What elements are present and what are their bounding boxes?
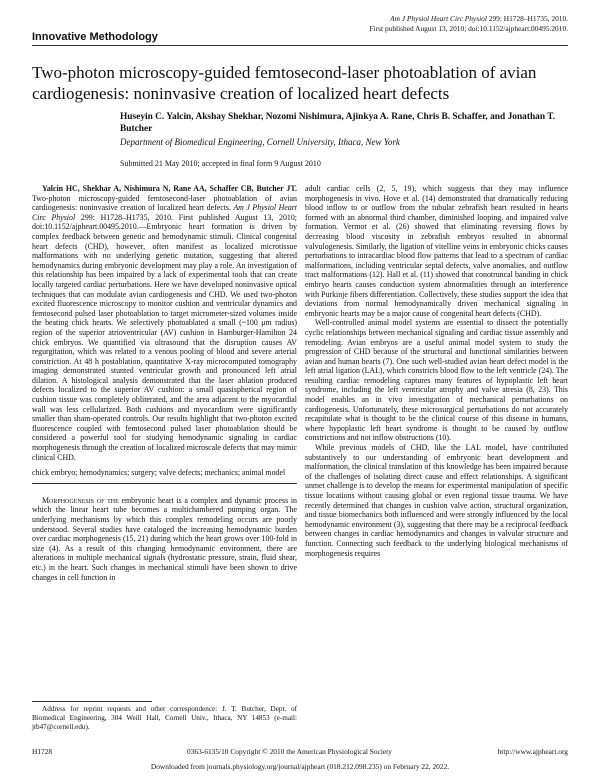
download-notice: Downloaded from journals.physiology.org/journal/ajpheart (018.212.098.235) on February 22, 2022. — [150, 762, 450, 771]
journal-name: Am J Physiol Heart Circ Physiol — [390, 14, 487, 23]
copyright-line: 0363-6135/10 Copyright © 2010 the American Physiological Society — [187, 747, 392, 756]
first-published: First published August 13, 2010; doi:10.1152/ajpheart.00495.2010. — [369, 24, 568, 33]
intro-text: embryonic heart is a complex and dynamic process in which the linear heart tube becomes a multichambered pumping organ. The underlying mechanisms by which this complex remodeling occurs are poorly understood. Several studies have cataloged the increasing hemodynamic burden over cardiac morphogenesis (15, 21) during which the heart grows over 100-fold in size (4). As a result of this changing hemodynamic environment, there are alterations in multiple mechanical signals (hydrostatic pressure, strain, fluid shear, etc.) in the heart. Such changes in mechanical stimuli have been shown to drive changes in cell function in — [32, 495, 297, 582]
abstract — [32, 184, 297, 462]
abstract-cite-rest: 299: H1728–H1735, 2010. First published August 13, 2010; doi:10.1152/ajpheart.00495.2010. — [32, 212, 297, 232]
intro-lead: Morphogenesis of the — [42, 495, 119, 505]
keywords: chick embryo; hemodynamics; surgery; valve defects; mechanics; animal model — [32, 468, 286, 478]
right-column — [305, 184, 568, 558]
right-paragraph-3: While previous models of CHD, like the LAL model, have contributed substantively to our understanding of embryonic heart development and malformation, the clinical translation of this knowledge has been impaired because of the challenges of isolating direct cause and effect relationships. A significant unmet challenge is to develop the means for experimental manipulation of specific tissue locations without causing global or even regional tissue trauma. We have recently determined that changes in cushion valve action, structural organization, and tissue biomechanics both influenced and were strongly influenced by the local hemodynamic environment (3), suggesting that there may be a reciprocal feedback between changes in cardiac hemodynamics and changes in valvular structure and function. Connecting such feedback to the underlying biological mechanisms of morphogenesis requires — [305, 443, 568, 558]
abstract-cite-authors: Yalcin HC, Shekhar A, Nishimura N, Rane AA, Schaffer CB, Butcher JT. — [42, 184, 297, 193]
journal-header — [370, 14, 568, 34]
header-rule — [32, 45, 568, 46]
keywords-rule — [32, 483, 297, 484]
journal-url-link[interactable]: http://www.ajpheart.org — [497, 747, 568, 756]
correspondence-footnote: Address for reprint requests and other correspondence: J. T. Butcher, Dept. of Biomedical Engineering, 304 Weill Hall, Cornell Univ., Ithaca, NY 14853 (e-mail: jtb47@cornell.edu). — [32, 705, 297, 731]
article-title: Two-photon microscopy-guided femtosecond-laser photoablation of avian cardiogenesis: noninvasive creation of localized heart defects — [32, 63, 537, 103]
author-list: Huseyin C. Yalcin, Akshay Shekhar, Nozomi Nishimura, Ajinkya A. Rane, Chris B. Schaffer, and Jonathan T. Butcher — [120, 112, 556, 134]
page-footer — [32, 747, 568, 757]
abstract-cite-journal: Am J Physiol Heart Circ Physiol — [32, 203, 297, 222]
right-paragraph-2: Well-controlled animal model systems are essential to dissect the potentially cyclic relationships between mechanical signaling and cardiac tissue assembly and remodeling. Avian embryos are a useful animal model system to study the progression of CHD because of the structural and functional similarities between avian and human hearts (7). One such well-studied avian heart defect model is the left atrial ligation (LAL), which constricts blood flow to the left ventricle (24). The resulting cardiac remodeling captures many features of hypoplastic left heart syndrome, including the left ventricular atrophy and valve atresia (8, 23). This model enables an in vivo investigation of mechanical perturbations on cardiogenesis. Unfortunately, these microsurgical perturbations do not accurately recapitulate what is thought to be the clinical course of this disease in humans, where hypoplastic left heart syndrome is thought to be caused by outflow constrictions and not inflow obstructions (10). — [305, 318, 568, 443]
affiliation: Department of Biomedical Engineering, Cornell University, Ithaca, New York — [120, 137, 400, 147]
submission-dates: Submitted 21 May 2010; accepted in final form 9 August 2010 — [120, 159, 321, 168]
journal-citation: 299: H1728–H1735, 2010. — [486, 14, 568, 23]
section-label: Innovative Methodology — [32, 31, 158, 43]
abstract-cite-title: Two-photon microscopy-guided femtosecond-laser photoablation of avian cardiogenesis: noninvasive creation of localized heart defects. — [32, 193, 297, 213]
footnote-rule — [32, 701, 152, 702]
right-paragraph-1: adult cardiac cells (2, 5, 19), which suggests that they may influence morphogenesis in vivo. Hove et al. (14) demonstrated that dramatically reducing blood inflow to or outflow from the tubular zebrafish heart resulted in hearts formed with an abnormal third chamber, diminished looping, and impaired valve formation. Vermot et al. (26) showed that eliminating reversing flows by decreasing blood viscosity in zebrafish embryos resulted in abnormal valvulogenesis. Similarly, the ligation of vitelline veins in embryonic chicks causes perturbations to intracardiac blood flow patterns that lead to a spectrum of cardiac malformations, including ventricular septal defects, valve anomalies, and outflow tract malformations (12). Hall et al. (11) showed that conotruncal banding in chick embryo hearts causes conduction system abnormalities through an interference with Purkinje fibers differentiation. Collectively, these studies support the idea that deviations from normal hemodynamically driven mechanical signaling in embryonic hearts may be a major cause of congenital heart defects (CHD). — [305, 184, 568, 318]
abstract-body: —Embryonic heart formation is driven by complex feedback between genetic and hemodynamic stimuli. Clinical congenital heart defects (CHD), however, often manifest as localized microtissue malformations with no underlying genetic mutation, suggesting that altered hemodynamics during embryonic development may play a role. An investigation of this relationship has been impaired by a lack of experimental tools that can create locally targeted cardiac perturbations. Here we have developed noninvasive optical techniques that can modulate avian cardiogenesis and CHD. We used two-photon excited fluorescence microscopy to monitor cushion and ventricular dynamics and femtosecond pulsed laser photoablation to target micrometer-sized volumes inside the beating chick hearts. We selectively photoablated a small (~100 μm radius) region of the superior atrioventricular (AV) cushion in Hamburger-Hamilton 24 chick embryos. We quantified via ultrasound that the disruption causes AV regurgitation, which was related to a venous pooling of blood and severe arterial constriction. At 48 h postablation, quantitative X-ray microcomputed tomography imaging demonstrated stunted ventricular growth and pronounced left atrial dilation. A histological analysis demonstrated that the laser ablation produced defects localized to the superior AV cushion: a small quasispherical region of cushion tissue was completely obliterated, and the area adjacent to the myocardial wall was less cellularized. Both cushions and myocardium were significantly smaller than sham-operated controls. Our results highlight that two-photon excited fluorescence coupled with femtosecond pulsed laser photoablation should be considered a powerful tool for studying hemodynamic signaling in cardiac morphogenesis through the creation of localized microscale defects that may mimic clinical CHD. — [32, 222, 297, 462]
intro-paragraph — [32, 496, 297, 582]
left-column — [32, 184, 297, 582]
page-number: H1728 — [32, 747, 53, 756]
